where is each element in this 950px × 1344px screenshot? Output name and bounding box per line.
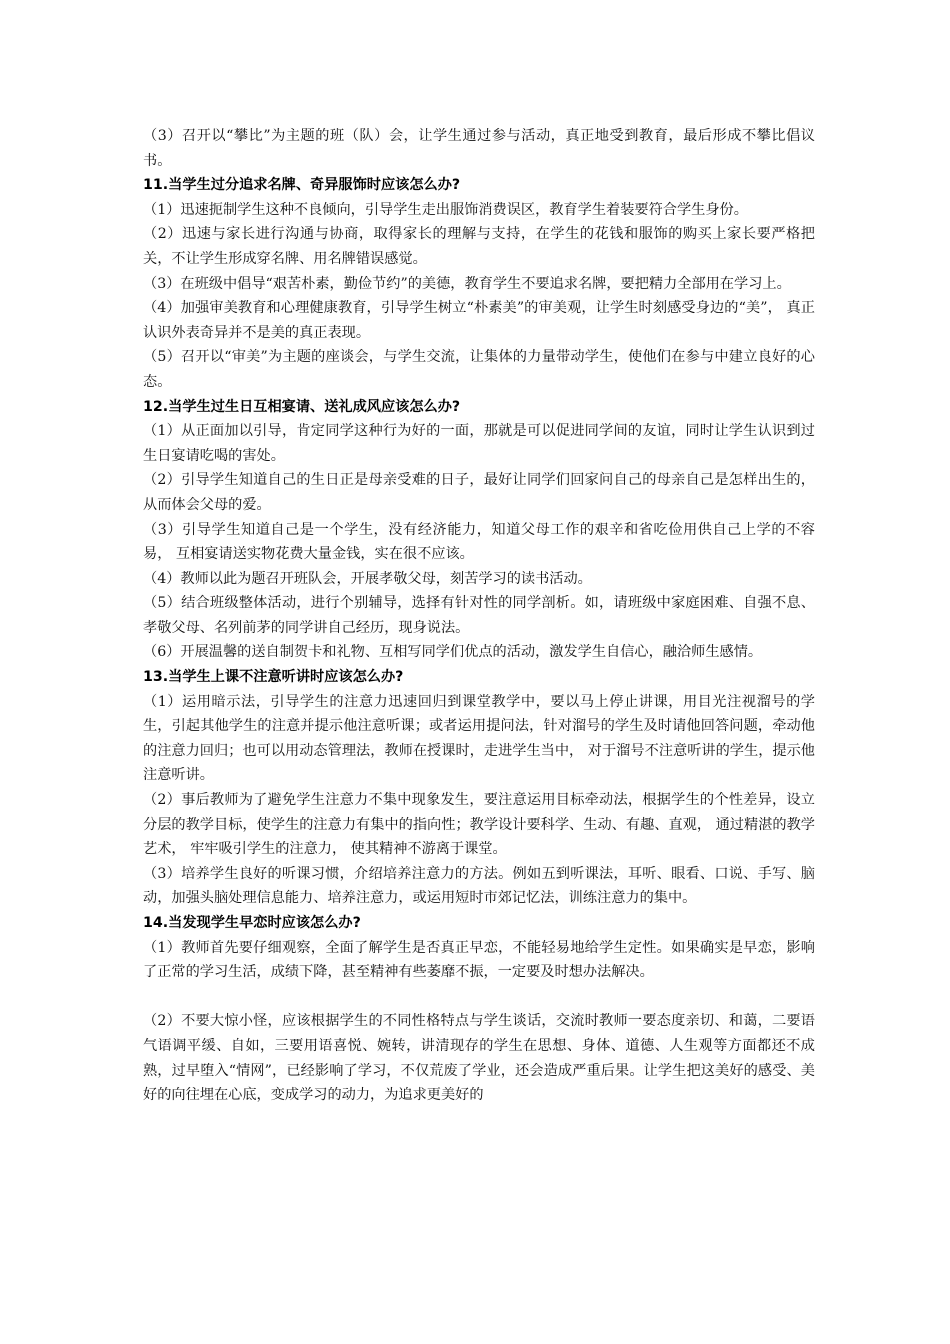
section-heading-13: 13.当学生上课不注意听讲时应该怎么办? bbox=[143, 669, 404, 686]
paragraph: （2）事后教师为了避免学生注意力不集中现象发生，要注意运用目标牵动法，根据学生的个性差异，设立分层的教学目标，使学生的注意力有集中的指向性；教学设计要科学、生动、有趣、直观， 通过精湛的教学艺术， 牢牢吸引学生的注意力， 使其精神不游离于课堂。 bbox=[143, 792, 815, 858]
paragraph: （1）迅速扼制学生这种不良倾向，引导学生走出服饰消费误区，教育学生着装要符合学生身份。 bbox=[143, 201, 748, 218]
paragraph: （3）召开以“攀比”为主题的班（队）会，让学生通过参与活动，真正地受到教育，最后形成不攀比倡议书。 bbox=[143, 128, 815, 169]
paragraph: （5）召开以“审美”为主题的座谈会，与学生交流，让集体的力量带动学生，使他们在参与中建立良好的心态。 bbox=[143, 349, 815, 390]
paragraph: （6）开展温馨的送自制贺卡和礼物、互相写同学们优点的活动，激发学生自信心，融洽师生感情。 bbox=[143, 644, 763, 661]
paragraph: （3）培养学生良好的听课习惯，介绍培养注意力的方法。例如五到听课法，耳听、眼看、口说、手写、脑动，加强头脑处理信息能力、培养注意力，或运用短时市郊记忆法，训练注意力的集中。 bbox=[143, 865, 815, 907]
paragraph: （1）运用暗示法，引导学生的注意力迅速回归到课堂教学中，要以马上停止讲课，用目光注视溜号的学生，引起其他学生的注意并提示他注意听课；或者运用提问法，针对溜号的学生及时请他回答问题，牵动他的注意力回归；也可以用动态管理法，教师在授课时，走进学生当中， 对于溜号不注意听讲的学生，提示他注意听讲。 bbox=[143, 693, 815, 784]
section-heading-11: 11.当学生过分追求名牌、奇异服饰时应该怎么办? bbox=[143, 177, 461, 194]
paragraph: （3）在班级中倡导“艰苦朴素，勤俭节约”的美德，教育学生不要追求名牌，要把精力全部用在学习上。 bbox=[143, 275, 791, 292]
paragraph: （4）加强审美教育和心理健康教育，引导学生树立“朴素美”的审美观，让学生时刻感受身边的“美”， 真正认识外表奇异并不是美的真正表现。 bbox=[143, 300, 815, 341]
paragraph: （5）结合班级整体活动，进行个别辅导，选择有针对性的同学剖析。如，请班级中家庭困难、自强不息、孝敬父母、名列前茅的同学讲自己经历，现身说法。 bbox=[143, 595, 815, 636]
document-page bbox=[143, 124, 815, 1108]
section-heading-14: 14.当发现学生早恋时应该怎么办? bbox=[143, 915, 361, 931]
section-heading-12: 12.当学生过生日互相宴请、送礼成风应该怎么办? bbox=[143, 398, 461, 415]
blank-line bbox=[143, 985, 815, 1010]
paragraph: （2）引导学生知道自己的生日正是母亲受难的日子，最好让同学们回家问自己的母亲自己是怎样出生的，从而体会父母的爱。 bbox=[143, 472, 815, 513]
paragraph: （4）教师以此为题召开班队会，开展孝敬父母，刻苦学习的读书活动。 bbox=[143, 570, 592, 587]
paragraph: （1）从正面加以引导，肯定同学这种行为好的一面，那就是可以促进同学间的友谊，同时让学生认识到过生日宴请吃喝的害处。 bbox=[143, 423, 815, 464]
paragraph: （2）不要大惊小怪，应该根据学生的不同性格特点与学生谈话，交流时教师一要态度亲切、和蔼，二要语气语调平缓、自如，三要用语喜悦、婉转，讲清现存的学生在思想、身体、道德、人生观等方面都还不成熟，过早堕入“情网”，已经影响了学习，不仅荒废了学业，还会造成严重后果。让学生把这美好的感受、美好的向往埋在心底，变成学习的动力，为追求更美好的 bbox=[143, 1013, 815, 1104]
paragraph: （2）迅速与家长进行沟通与协商，取得家长的理解与支持，在学生的花钱和服饰的购买上家长要严格把关，不让学生形成穿名牌、用名牌错误感觉。 bbox=[143, 226, 815, 267]
paragraph: （1）教师首先要仔细观察，全面了解学生是否真正早恋，不能轻易地给学生定性。如果确实是早恋，影响了正常的学习生活，成绩下降，甚至精神有些萎靡不振，一定要及时想办法解决。 bbox=[143, 939, 815, 981]
paragraph: （3）引导学生知道自己是一个学生，没有经济能力，知道父母工作的艰辛和省吃俭用供自己上学的不容易， 互相宴请送实物花费大量金钱，实在很不应该。 bbox=[143, 521, 815, 563]
